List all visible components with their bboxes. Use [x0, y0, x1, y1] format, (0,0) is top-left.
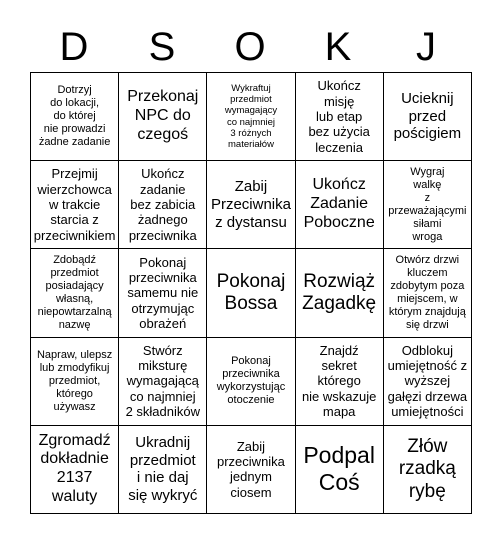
bingo-cell[interactable] — [119, 249, 207, 337]
cell-text: Pokonaj Bossa — [216, 270, 286, 314]
cell-text: Napraw, ulepsz lub zmodyfikuj przedmiot, którego używasz — [36, 348, 113, 413]
cell-text: Znajdź sekret którego nie wskazuje mapa — [301, 342, 377, 420]
cell-text: Przejmij wierzchowca w trakcie starcia z przeciwnikiem — [33, 166, 116, 243]
bingo-board — [30, 72, 472, 514]
bingo-cell[interactable] — [207, 161, 295, 249]
cell-text: Ukończ zadanie bez zabicia żadnego przeciwnika — [128, 166, 197, 243]
bingo-cell[interactable] — [119, 161, 207, 249]
cell-text: Stwórz miksturę wymagającą co najmniej 2 składników — [125, 342, 200, 420]
cell-text: Ukończ Zadanie Poboczne — [303, 176, 375, 232]
cell-text: Podpal Coś — [303, 442, 375, 496]
header-letter-2: S — [148, 25, 176, 69]
bingo-header — [30, 22, 470, 72]
bingo-cell[interactable] — [384, 249, 472, 337]
cell-text: Ukończ misję lub etap bez użycia leczenia — [308, 78, 370, 155]
bingo-cell[interactable] — [384, 161, 472, 249]
cell-text: Pokonaj przeciwnika wykorzystując otoczenie — [216, 355, 286, 407]
cell-text: Odblokuj umiejętność z wyższej gałęzi drzewa umiejętności — [387, 342, 468, 420]
cell-text: Ucieknij przed pościgiem — [393, 90, 462, 143]
cell-text: Dotrzyj do lokacji, do której nie prowadzi żadne zadanie — [38, 84, 111, 149]
bingo-cell[interactable] — [31, 161, 119, 249]
bingo-cell[interactable] — [384, 73, 472, 161]
cell-text: Wygraj walkę z przeważającymi siłami wroga — [388, 165, 467, 243]
bingo-cell[interactable] — [207, 426, 295, 514]
cell-text: Złów rzadką rybę — [398, 435, 456, 502]
cell-text: Pokonaj przeciwnika samemu nie otrzymując obrażeń — [127, 254, 199, 331]
bingo-cell[interactable] — [384, 338, 472, 426]
bingo-cell[interactable] — [384, 426, 472, 514]
bingo-cell[interactable] — [207, 338, 295, 426]
bingo-cell[interactable] — [296, 161, 384, 249]
cell-text: Zdobądź przedmiot posiadający własną, niepowtarzalną nazwę — [37, 254, 112, 331]
header-letter-3: O — [234, 25, 266, 69]
bingo-cell[interactable] — [31, 73, 119, 161]
cell-text: Zabij przeciwnika jednym ciosem — [217, 438, 285, 500]
cell-text: Rozwiąż Zagadkę — [302, 270, 377, 314]
bingo-cell[interactable] — [31, 426, 119, 514]
cell-text: Otwórz drzwi kluczem zdobytym poza miejscem, w którym znajdują się drzwi — [388, 254, 466, 331]
bingo-cell[interactable] — [207, 73, 295, 161]
bingo-cell[interactable] — [296, 249, 384, 337]
bingo-cell[interactable] — [296, 426, 384, 514]
bingo-cell[interactable] — [119, 338, 207, 426]
cell-text: Zgromadź dokładnie 2137 waluty — [38, 431, 111, 506]
bingo-cell[interactable] — [207, 249, 295, 337]
bingo-cell[interactable] — [119, 426, 207, 514]
header-letter-4: K — [324, 25, 352, 69]
bingo-cell[interactable] — [119, 73, 207, 161]
cell-text: Przekonaj NPC do czegoś — [127, 88, 199, 144]
bingo-cell[interactable] — [31, 249, 119, 337]
bingo-cell[interactable] — [31, 338, 119, 426]
header-letter-5: J — [416, 25, 436, 69]
cell-text: Ukradnij przedmiot i nie daj się wykryć — [128, 433, 198, 505]
cell-text: Zabij Przeciwnika z dystansu — [210, 178, 291, 231]
bingo-cell[interactable] — [296, 73, 384, 161]
cell-text: Wykraftuj przedmiot wymagający co najmniej 3 różnych materiałów — [224, 82, 278, 150]
bingo-cell[interactable] — [296, 338, 384, 426]
header-letter-1: D — [59, 25, 89, 69]
